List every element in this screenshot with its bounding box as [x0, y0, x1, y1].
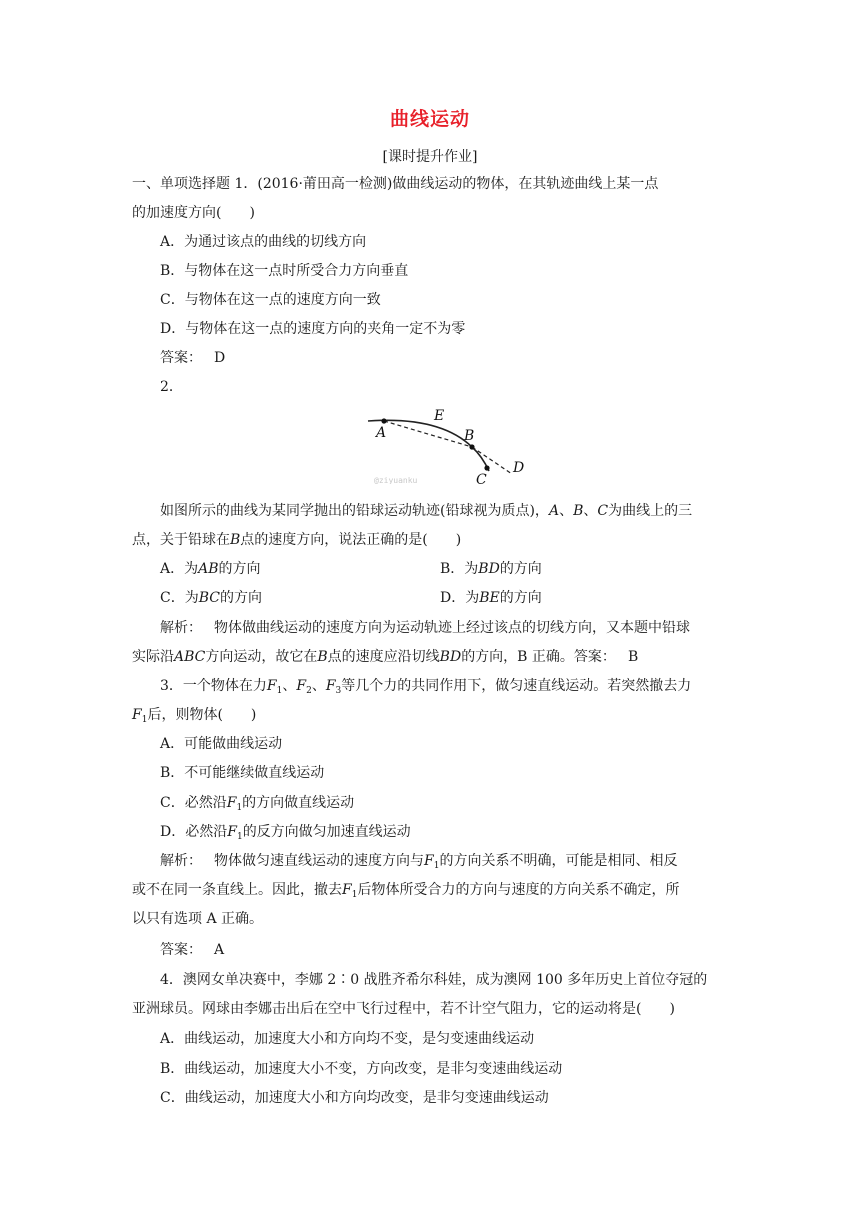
q1-answer-label: 答案： — [160, 350, 202, 366]
option-text: 的方向做直线运动 — [242, 795, 355, 811]
q2-var-b: B — [230, 532, 241, 548]
q2-stem-text: 点，关于铅球在 — [132, 532, 230, 548]
q3-answer-value: A — [214, 942, 225, 958]
q3-stem-line1 — [160, 676, 691, 696]
q1-option-c: C．与物体在这一点的速度方向一致 — [160, 292, 381, 308]
q4-stem-line2: 亚洲球员。网球由李娜击出后在空中飞行过程中，若不计空气阻力，它的运动将是( ) — [132, 1001, 675, 1017]
q3-option-d — [160, 822, 411, 842]
option-prefix: B．为 — [440, 561, 479, 577]
q3-explanation-line2 — [132, 880, 679, 900]
explanation-text: 的方向关系不明确，可能是相同、相反 — [439, 853, 678, 869]
q2-option-c — [160, 588, 262, 608]
q4-option-c: C．曲线运动，加速度大小和方向均改变，是非匀变速曲线运动 — [160, 1090, 549, 1106]
point-c-dot — [484, 465, 489, 470]
option-suffix: 的方向 — [499, 561, 542, 577]
point-a-dot — [381, 418, 386, 423]
q2-option-a — [160, 559, 261, 579]
option-text: 的反方向做匀加速直线运动 — [242, 824, 411, 840]
force-subscript: 3 — [335, 686, 342, 696]
q2-stem-line2 — [132, 530, 461, 550]
q3-answer-label: 答案： — [160, 942, 202, 958]
force-subscript: 1 — [236, 832, 243, 842]
q4-option-b: B．曲线运动，加速度大小不变，方向改变，是非匀变速曲线运动 — [160, 1061, 563, 1077]
q3-answer — [160, 940, 224, 960]
force-symbol: F — [296, 678, 307, 694]
q2-stem-text: 为曲线上的三 — [608, 503, 693, 519]
watermark-text: @ziyuanku — [374, 476, 418, 484]
option-suffix: 的方向 — [218, 561, 261, 577]
force-symbol: F — [227, 824, 237, 840]
q2-var-abc: ABC — [174, 649, 206, 665]
q1-answer-value: D — [214, 350, 226, 366]
page-title: 曲线运动 — [389, 108, 470, 130]
q3-stem-text: 后，则物体( ) — [147, 707, 257, 723]
label-d: D — [513, 460, 525, 476]
explanation-label: 解析： — [160, 853, 202, 869]
force-subscript: 2 — [306, 686, 312, 696]
q3-stem-text: 等几个力的共同作用下，做匀速直线运动。若突然撤去力 — [341, 678, 692, 694]
tangent-line-bd — [472, 447, 512, 474]
q1-option-b: B．与物体在这一点时所受合力方向垂直 — [160, 263, 409, 279]
q3-sep: 、 — [311, 678, 326, 694]
q2-explanation-line2 — [132, 647, 638, 667]
trajectory-figure — [360, 404, 535, 484]
explanation-label: 解析： — [160, 620, 202, 636]
q1-stem-line2: 的加速度方向( ) — [132, 205, 255, 221]
q1-answer — [160, 348, 225, 368]
q2-var-b: B — [573, 503, 584, 519]
force-symbol: F — [226, 795, 237, 811]
q2-var-b: B — [317, 649, 328, 665]
q3-stem-line2 — [132, 705, 256, 725]
q3-sep: 、 — [282, 678, 297, 694]
option-suffix: 的方向 — [219, 590, 262, 606]
q3-option-b: B．不可能继续做直线运动 — [160, 765, 325, 781]
q2-option-b — [440, 559, 542, 579]
q2-var-a: A — [548, 503, 560, 519]
q2-var-c: C — [597, 503, 609, 519]
label-b: B — [464, 428, 475, 444]
force-symbol: F — [424, 853, 434, 869]
q1-option-a: A．为通过该点的曲线的切线方向 — [160, 234, 367, 250]
force-symbol: F — [132, 707, 142, 723]
q3-option-c — [160, 793, 354, 813]
option-suffix: 的方向 — [499, 590, 542, 606]
explanation-text: 点的速度应沿切线 — [327, 649, 440, 665]
q2-stem-text: 如图所示的曲线为某同学抛出的铅球运动轨迹(铅球视为质点)， — [160, 503, 549, 519]
force-symbol: F — [266, 678, 277, 694]
explanation-text: 物体做匀速直线运动的速度方向与 — [214, 853, 424, 869]
q4-option-a: A．曲线运动，加速度大小和方向均不变，是匀变速曲线运动 — [160, 1031, 535, 1047]
q3-option-a: A．可能做曲线运动 — [160, 736, 283, 752]
label-a: A — [376, 425, 387, 441]
force-subscript: 1 — [276, 686, 283, 696]
q2-number: 2． — [160, 379, 183, 395]
label-c: C — [476, 472, 487, 484]
q3-explanation-line3: 以只有选项 A 正确。 — [132, 911, 264, 927]
explanation-text: 后物体所受合力的方向与速度的方向关系不确定，所 — [357, 882, 680, 898]
force-subscript: 1 — [141, 715, 148, 725]
q2-sep: 、 — [559, 503, 574, 519]
option-text: D．必然沿 — [160, 824, 228, 840]
q1-stem-line1: 一、单项选择题 1．(2016·莆田高一检测)做曲线运动的物体，在其轨迹曲线上某一点 — [132, 176, 659, 192]
q2-sep: 、 — [583, 503, 598, 519]
label-e: E — [434, 408, 445, 424]
q1-option-d: D．与物体在这一点的速度方向的夹角一定不为零 — [160, 321, 466, 337]
option-prefix: A．为 — [160, 561, 199, 577]
q2-var-bd: BD — [439, 649, 462, 665]
explanation-text: 或不在同一条直线上。因此，撤去 — [132, 882, 342, 898]
q2-explanation-line1 — [160, 618, 690, 638]
point-b-dot — [469, 444, 474, 449]
q2-stem-text: 点的速度方向，说法正确的是( ) — [240, 532, 462, 548]
option-prefix: C．为 — [160, 590, 199, 606]
explanation-text: 方向运动，故它在 — [205, 649, 318, 665]
q2-stem-line1 — [160, 501, 692, 521]
option-var: BE — [479, 590, 500, 606]
q4-stem-line1: 4．澳网女单决赛中，李娜 2∶0 战胜齐希尔科娃，成为澳网 100 多年历史上首位夺冠的 — [160, 972, 708, 988]
option-var: BC — [198, 590, 220, 606]
option-prefix: D．为 — [440, 590, 480, 606]
force-symbol: F — [342, 882, 352, 898]
force-subscript: 1 — [433, 861, 440, 871]
force-subscript: 1 — [351, 890, 358, 900]
force-subscript: 1 — [236, 803, 243, 813]
explanation-text: 实际沿 — [132, 649, 174, 665]
explanation-text: 的方向，B 正确。答案： — [461, 649, 616, 665]
option-text: C．必然沿 — [160, 795, 227, 811]
force-symbol: F — [325, 678, 336, 694]
option-var: BD — [478, 561, 500, 577]
q3-stem-text: 3．一个物体在力 — [160, 678, 267, 694]
q3-explanation-line1 — [160, 851, 677, 871]
page-subtitle: [课时提升作业] — [382, 149, 478, 165]
option-var: AB — [198, 561, 219, 577]
q2-option-d — [440, 588, 542, 608]
q2-answer-value: B — [627, 649, 639, 665]
explanation-text: 物体做曲线运动的速度方向为运动轨迹上经过该点的切线方向，又本题中铅球 — [214, 620, 690, 636]
